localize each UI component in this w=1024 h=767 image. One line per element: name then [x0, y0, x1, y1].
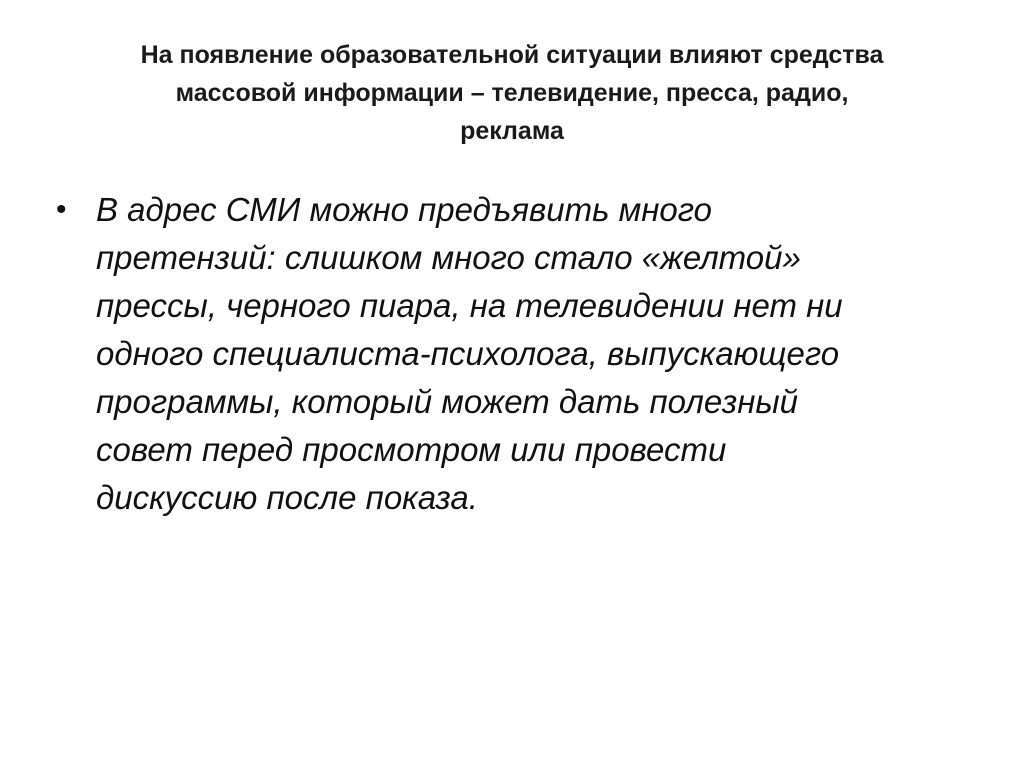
- title-line: На появление образовательной ситуации влияют средства: [140, 41, 884, 69]
- slide-title: [58, 36, 966, 150]
- slide-body: [56, 186, 956, 522]
- bullet-marker: •: [56, 193, 67, 226]
- bullet-line: В адрес СМИ можно предъявить много: [96, 191, 712, 228]
- title-line: реклама: [460, 117, 564, 145]
- bullet-line: программы, который может дать полезный: [96, 383, 798, 420]
- bullet-line: претензий: слишком много стало «желтой»: [96, 239, 801, 276]
- bullet-text: [96, 186, 843, 522]
- title-line: массовой информации – телевидение, пресса, радио,: [175, 79, 849, 107]
- bullet-line: дискуссию после показа.: [96, 479, 478, 516]
- bullet-line: прессы, черного пиара, на телевидении нет ни: [96, 287, 843, 324]
- bullet-line: совет перед просмотром или провести: [96, 431, 727, 468]
- bullet-line: одного специалиста-психолога, выпускающего: [96, 335, 840, 372]
- bullet-item: [56, 186, 956, 522]
